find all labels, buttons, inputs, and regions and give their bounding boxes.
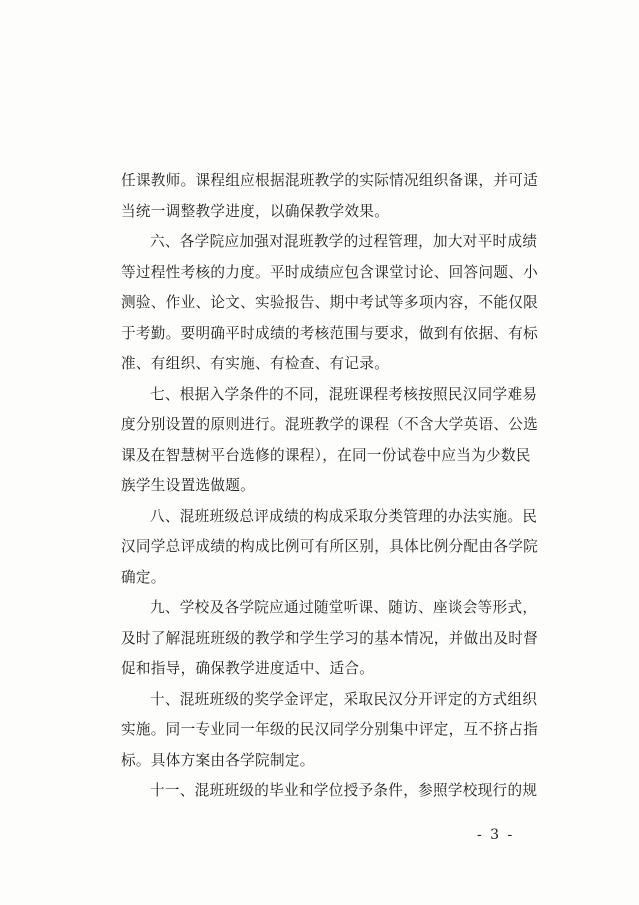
body-line: 确定。 (121, 569, 166, 586)
page-number: - 3 - (477, 827, 515, 843)
body-line: 于考勤。要明确平时成绩的考核范围与要求，做到有依据、有标 (121, 325, 539, 342)
body-line: 七、根据入学条件的不同，混班课程考核按照民汉同学难易 (150, 386, 538, 403)
body-line: 当统一调整教学进度，以确保教学效果。 (121, 203, 390, 220)
body-line: 度分别设置的原则进行。混班教学的课程（不含大学英语、公选 (121, 416, 539, 433)
body-line: 十、混班班级的奖学金评定，采取民汉分开评定的方式组织 (150, 691, 538, 708)
body-line: 等过程性考核的力度。平时成绩应包含课堂讨论、回答问题、小 (121, 264, 539, 281)
body-line: 标。具体方案由各学院制定。 (121, 752, 315, 769)
body-line: 族学生设置选做题。 (121, 477, 256, 494)
body-line: 十一、混班班级的毕业和学位授予条件，参照学校现行的规 (150, 782, 538, 799)
body-line: 课及在智慧树平台选修的课程），在同一份试卷中应当为少数民 (121, 447, 531, 464)
body-line: 及时了解混班班级的教学和学生学习的基本情况，并做出及时督 (121, 630, 539, 647)
body-line: 准、有组织、有实施、有检查、有记录。 (121, 355, 390, 372)
body-line: 任课教师。课程组应根据混班教学的实际情况组织备课，并可适 (121, 172, 539, 189)
body-line: 九、学校及各学院应通过随堂听课、随访、座谈会等形式， (150, 599, 538, 616)
body-line: 促和指导，确保教学进度适中、适合。 (121, 660, 375, 677)
body-line: 测验、作业、论文、实验报告、期中考试等多项内容，不能仅限 (121, 294, 539, 311)
body-line: 汉同学总评成绩的构成比例可有所区别，具体比例分配由各学院 (121, 538, 539, 555)
body-line: 六、各学院应加强对混班教学的过程管理，加大对平时成绩 (150, 233, 538, 250)
body-line: 八、混班班级总评成绩的构成采取分类管理的办法实施。民 (150, 508, 538, 525)
body-line: 实施。同一专业同一年级的民汉同学分别集中评定，互不挤占指 (121, 721, 539, 738)
